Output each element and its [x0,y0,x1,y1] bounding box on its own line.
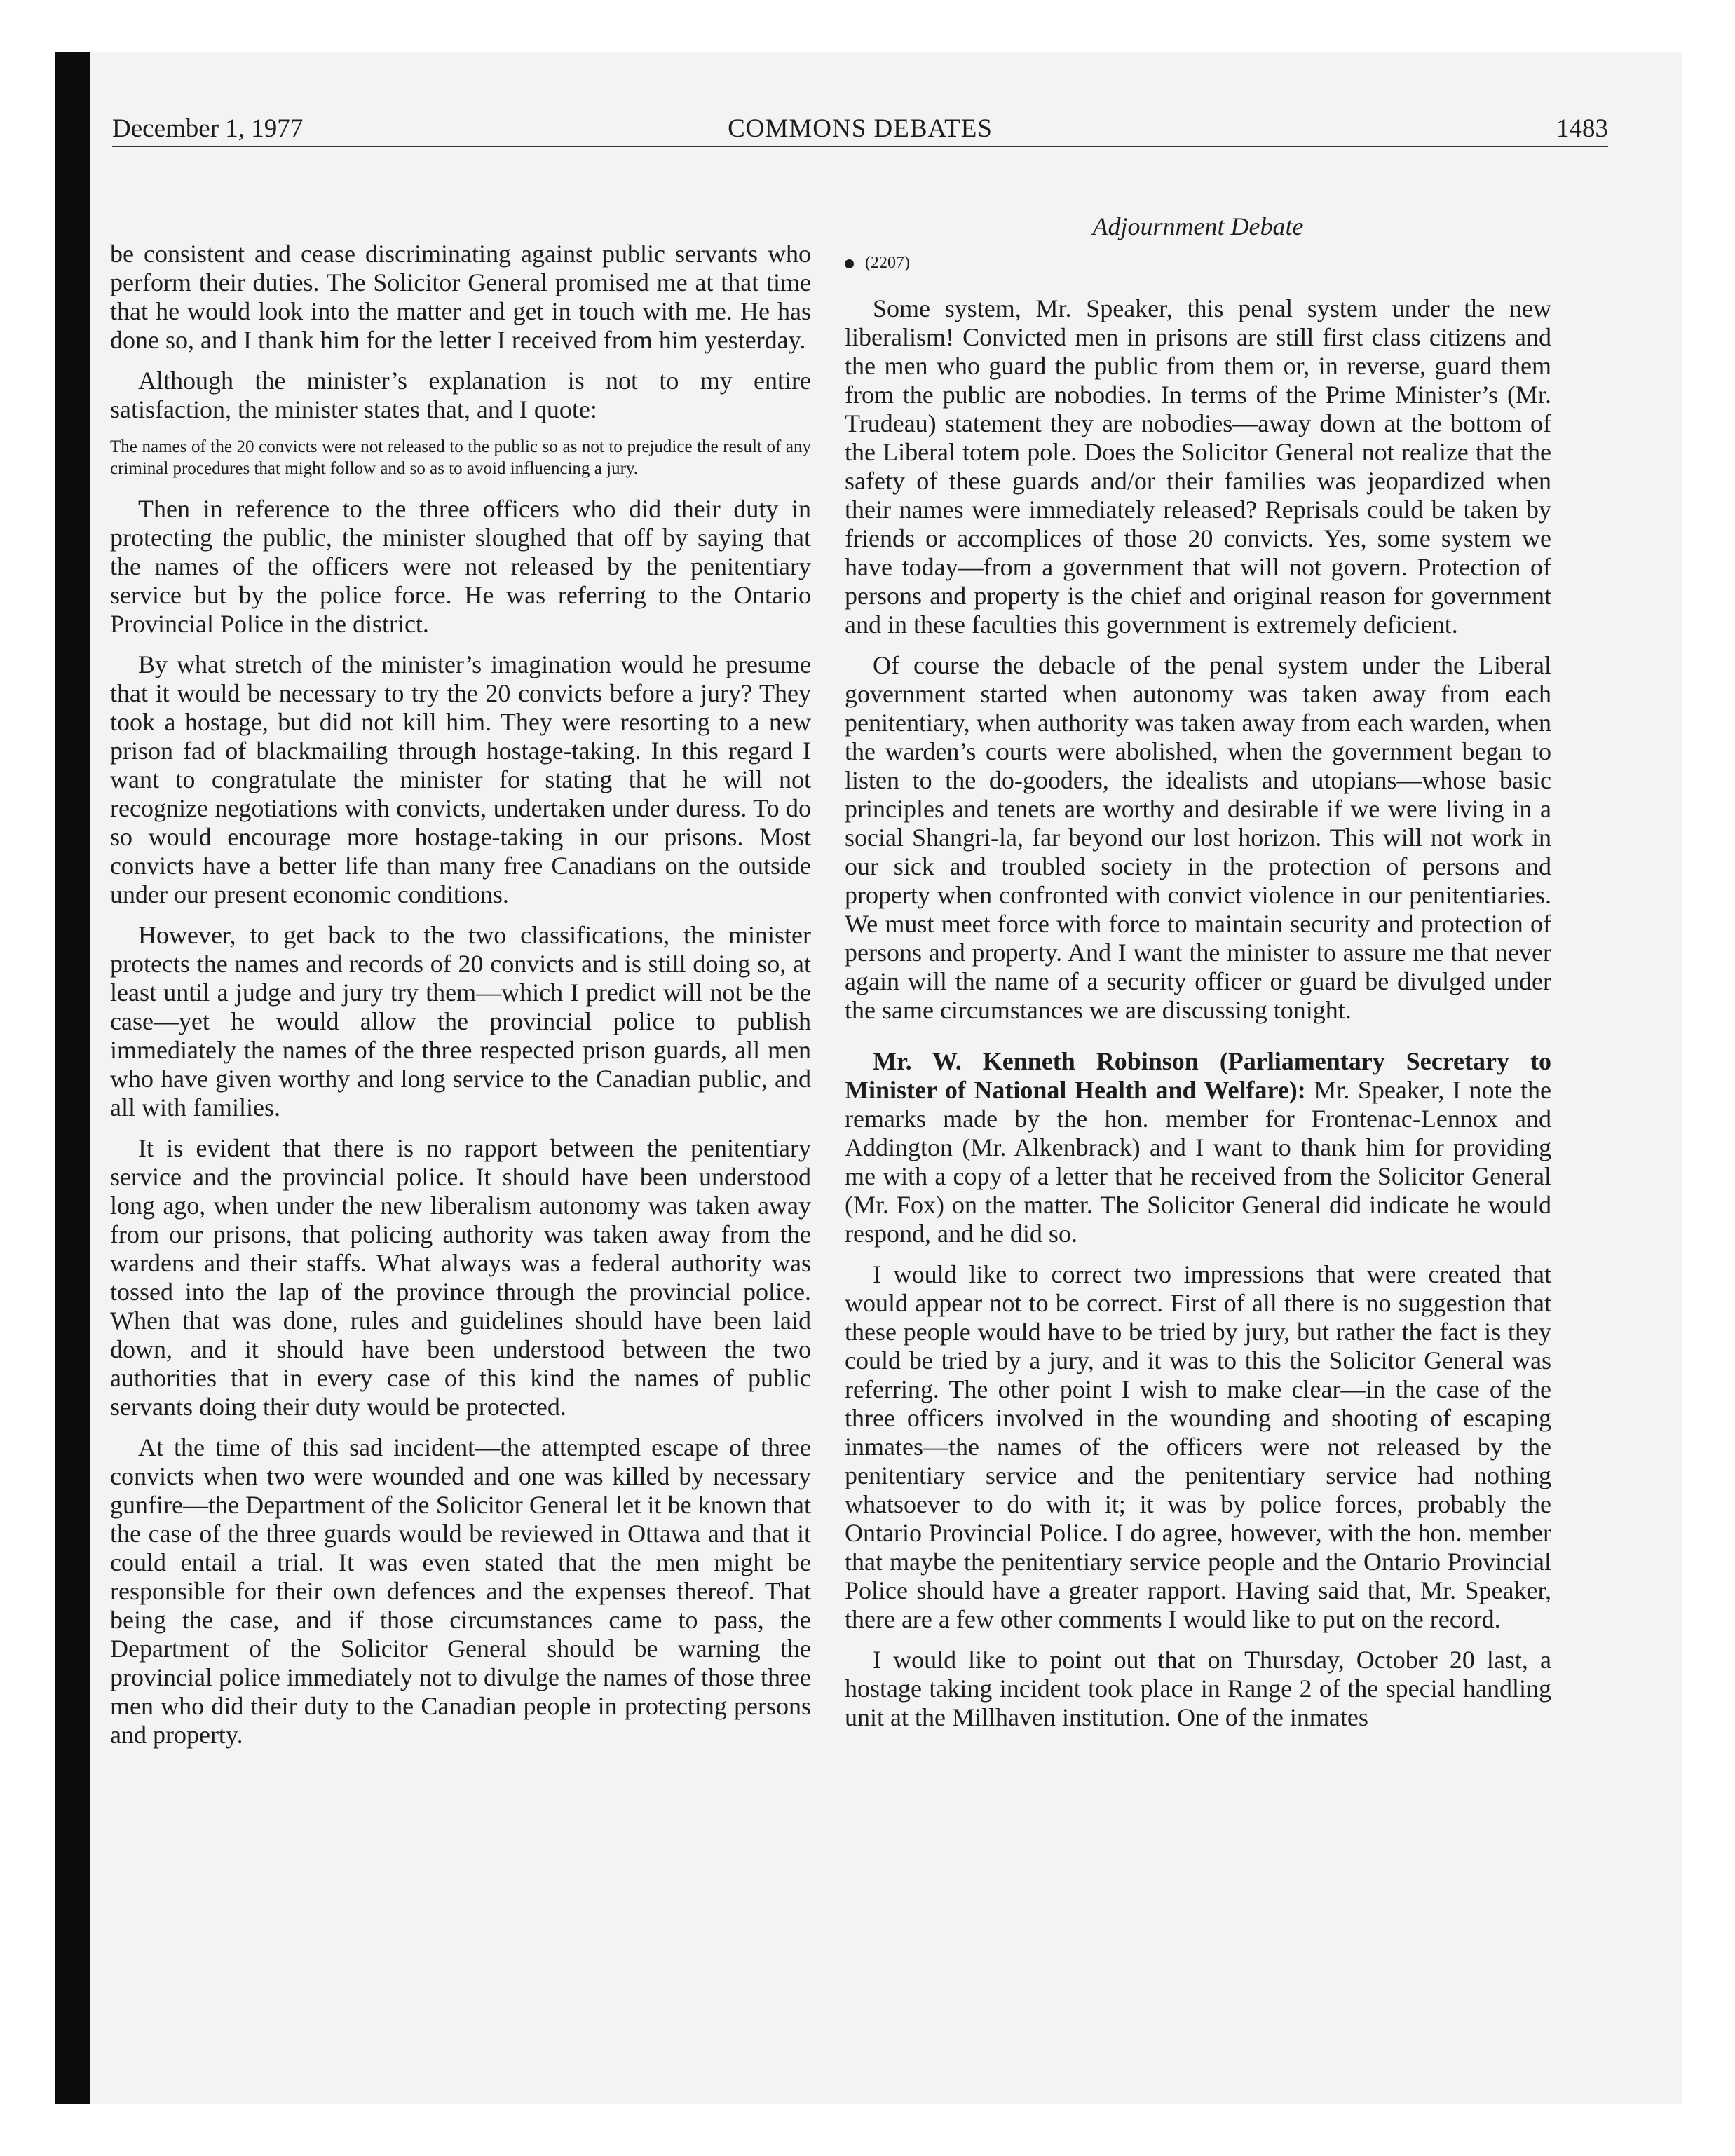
speech-paragraph [845,1047,1551,1248]
paragraph: I would like to point out that on Thursday, October 20 last, a hostage taking incident took place in Range 2 of the special handling unit at the Millhaven institution. One of the inmates [845,1646,1551,1731]
paragraph: Although the minister’s explanation is not to my entire satisfaction, the minister states that, and I quote: [110,367,811,423]
time-marker [845,249,910,277]
speaker-name: Mr. W. Kenneth Robinson (Parliamentary Secretary to Minister of National Health and Welfare): [845,1047,1551,1104]
paragraph: I would like to correct two impressions that were created that would appear not to be correct. First of all there is no suggestion that these people would have to be tried by jury, but rather the fact is they could be tried by a jury, and it was to this the Solicitor General was referring. The other point I wish to make clear—in the case of the three officers involved in the wounding and shooting of escaping inmates—the names of the officers were not released by the penitentiary service and the penitentiary service had nothing whatsoever to do with it; it was by police forces, probably the Ontario Provincial Police. I do agree, however, with the hon. member that maybe the penitentiary service people and the Ontario Provincial Police should have a greater rapport. Having said that, Mr. Speaker, there are a few other comments I would like to put on the record. [845,1260,1551,1633]
page-header [112,111,1608,147]
paragraph: It is evident that there is no rapport between the penitentiary service and the provincial police. It should have been understood long ago, when under the new liberalism autonomy was taken away from our prisons, that policing authority was taken away from the wardens and their staffs. What always was a federal authority was tossed into the lap of the province through the provincial police. When that was done, rules and guidelines should have been laid down, and it should have been understood between the two authorities that in every case of this kind the names of public servants doing their duty would be protected. [110,1134,811,1421]
paragraph: Then in reference to the three officers who did their duty in protecting the public, the minister sloughed that off by saying that the names of the officers were not released by the penitentiary service but by the police force. He was referring to the Ontario Provincial Police in the district. [110,495,811,638]
paragraph: Some system, Mr. Speaker, this penal system under the new liberalism! Convicted men in prisons are still first class citizens and the men who guard the public from them or, in reverse, guard them from the public are nobodies. In terms of the Prime Minister’s (Mr. Trudeau) statement they are nobodies—away down at the bottom of the Liberal totem pole. Does the Solicitor General not realize that the safety of these guards and/or their families was jeopardized when their names were immediately released? Reprisals could be taken by friends or accomplices of those 20 convicts. Yes, some system we have today—from a government that will not govern. Protection of persons and property is the chief and original reason for government and in these faculties this government is extremely deficient. [845,294,1551,639]
header-date: December 1, 1977 [112,114,304,143]
binding-edge [55,52,90,2104]
section-title: Adjournment Debate [1092,212,1304,240]
paragraph: Of course the debacle of the penal system under the Liberal government started when autonomy was taken away from each penitentiary, when authority was taken away from each warden, when the warden’s courts were abolished, when the government began to listen to the do-gooders, the idealists and utopians—whose basic principles and tenets are worthy and desirable if we were living in a social Shangri-la, far beyond our lost horizon. This will not work in our sick and troubled society in the protection of persons and property when confronted with convict violence in our penitentiaries. We must meet force with force to maintain security and protection of persons and property. And I want the minister to assure me that never again will the name of a security officer or guard be divulged under the same circumstances we are discussing tonight. [845,651,1551,1024]
left-column [110,240,811,1761]
paragraph: be consistent and cease discriminating against public servants who perform their duties. The Solicitor General promised me at that time that he would look into the matter and get in touch with me. He has done so, and I thank him for the letter I received from him yesterday. [110,240,811,354]
speech-text: Mr. Speaker, I note the remarks made by the hon. member for Frontenac-Lennox and Addington (Mr. Alkenbrack) and I want to thank him for providing me with a copy of a letter that he received from the Solicitor General (Mr. Fox) on the matter. The Solicitor General did indicate he would respond, and he did so. [845,1076,1551,1248]
right-column [845,294,1551,1744]
header-rule [112,146,1608,147]
time-marker-text: (2207) [865,254,910,272]
header-title: COMMONS DEBATES [728,114,993,143]
bullet-icon [845,259,854,268]
paragraph: However, to get back to the two classifications, the minister protects the names and records of 20 convicts and is still doing so, at least until a judge and jury try them—which I predict will not be the case—yet he would allow the provincial police to publish immediately the names of the three respected prison guards, all men who have given worthy and long service to the Canadian public, and all with families. [110,921,811,1121]
paragraph: At the time of this sad incident—the attempted escape of three convicts when two were wounded and one was killed by necessary gunfire—the Department of the Solicitor General let it be known that the case of the three guards would be reviewed in Ottawa and that it could entail a trial. It was even stated that the men might be responsible for their own defences and the expenses thereof. That being the case, and if those circumstances came to pass, the Department of the Solicitor General should be warning the provincial police immediately not to divulge the names of those three men who did their duty to the Canadian people in protecting persons and property. [110,1433,811,1749]
page-number: 1483 [1556,114,1608,143]
block-quote: The names of the 20 convicts were not released to the public so as not to prejudice the result of any criminal procedures that might follow and so as to avoid influencing a jury. [110,437,811,478]
paragraph: By what stretch of the minister’s imagination would he presume that it would be necessary to try the 20 convicts before a jury? They took a hostage, but did not kill him. They were resorting to a new prison fad of blackmailing through hostage-taking. In this regard I want to congratulate the minister for stating that he will not recognize negotiations with convicts, undertaken under duress. To do so would encourage more hostage-taking in our prisons. Most convicts have a better life than many free Canadians on the outside under our present economic conditions. [110,650,811,908]
